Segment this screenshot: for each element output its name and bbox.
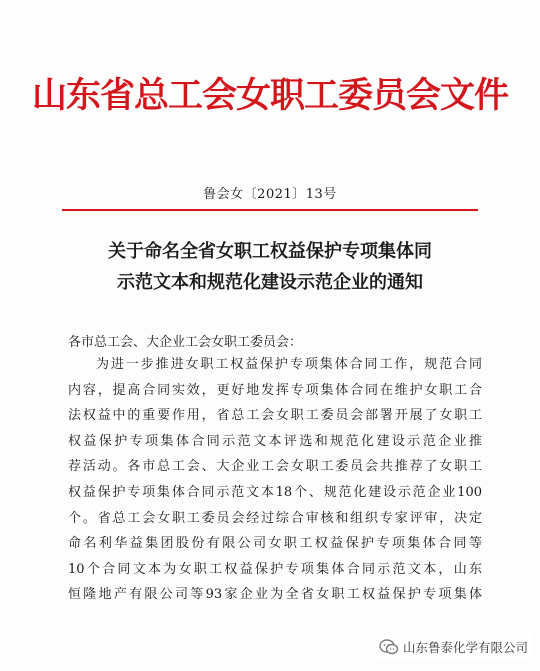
body-line: 为进一步推进女职工权益保护专项集体合同工作，规范合同 <box>96 357 482 372</box>
salutation: 各市总工会、大企业工会女职工委员会： <box>68 335 303 350</box>
wechat-account-watermark <box>375 634 532 660</box>
notice-title-line: 关于命名全省女职工权益保护专项集体同 <box>108 241 432 262</box>
document-header-title: 山东省总工会女职工委员会文件 <box>31 76 508 116</box>
body-line: 权益保护专项集体合同示范文本评选和规范化建设示范企业推 <box>68 433 482 449</box>
document-number: 鲁会女〔2021〕13号 <box>203 187 337 202</box>
body-line: 权益保护专项集体合同示范文本18个、规范化建设示范企业100 <box>68 484 482 500</box>
notice-title-line: 示范文本和规范化建设示范企业的通知 <box>117 272 423 293</box>
body-line: 法权益中的重要作用，省总工会女职工委员会部署开展了女职工 <box>68 408 482 424</box>
watermark-account-name: 山东鲁泰化学有限公司 <box>402 640 528 655</box>
body-line: 命名利华益集团股份有限公司女职工权益保护专项集体合同等 <box>68 536 482 552</box>
body-line: 恒隆地产有限公司等93家企业为全省女职工权益保护专项集体 <box>68 587 482 603</box>
body-line: 内容，提高合同实效，更好地发挥专项集体合同在维护女职工合 <box>68 382 482 398</box>
body-line: 10个合同文本为女职工权益保护专项集体合同示范文本，山东 <box>68 561 482 577</box>
body-text <box>68 352 482 608</box>
body-line: 荐活动。各市总工会、大企业工会女职工委员会共推荐了女职工 <box>68 459 482 475</box>
body-line: 个。省总工会女职工委员会经过综合审核和组织专家评审，决定 <box>68 510 482 526</box>
notice-title <box>60 236 480 298</box>
red-divider-line <box>62 209 478 211</box>
wechat-official-account-icon <box>379 638 399 656</box>
